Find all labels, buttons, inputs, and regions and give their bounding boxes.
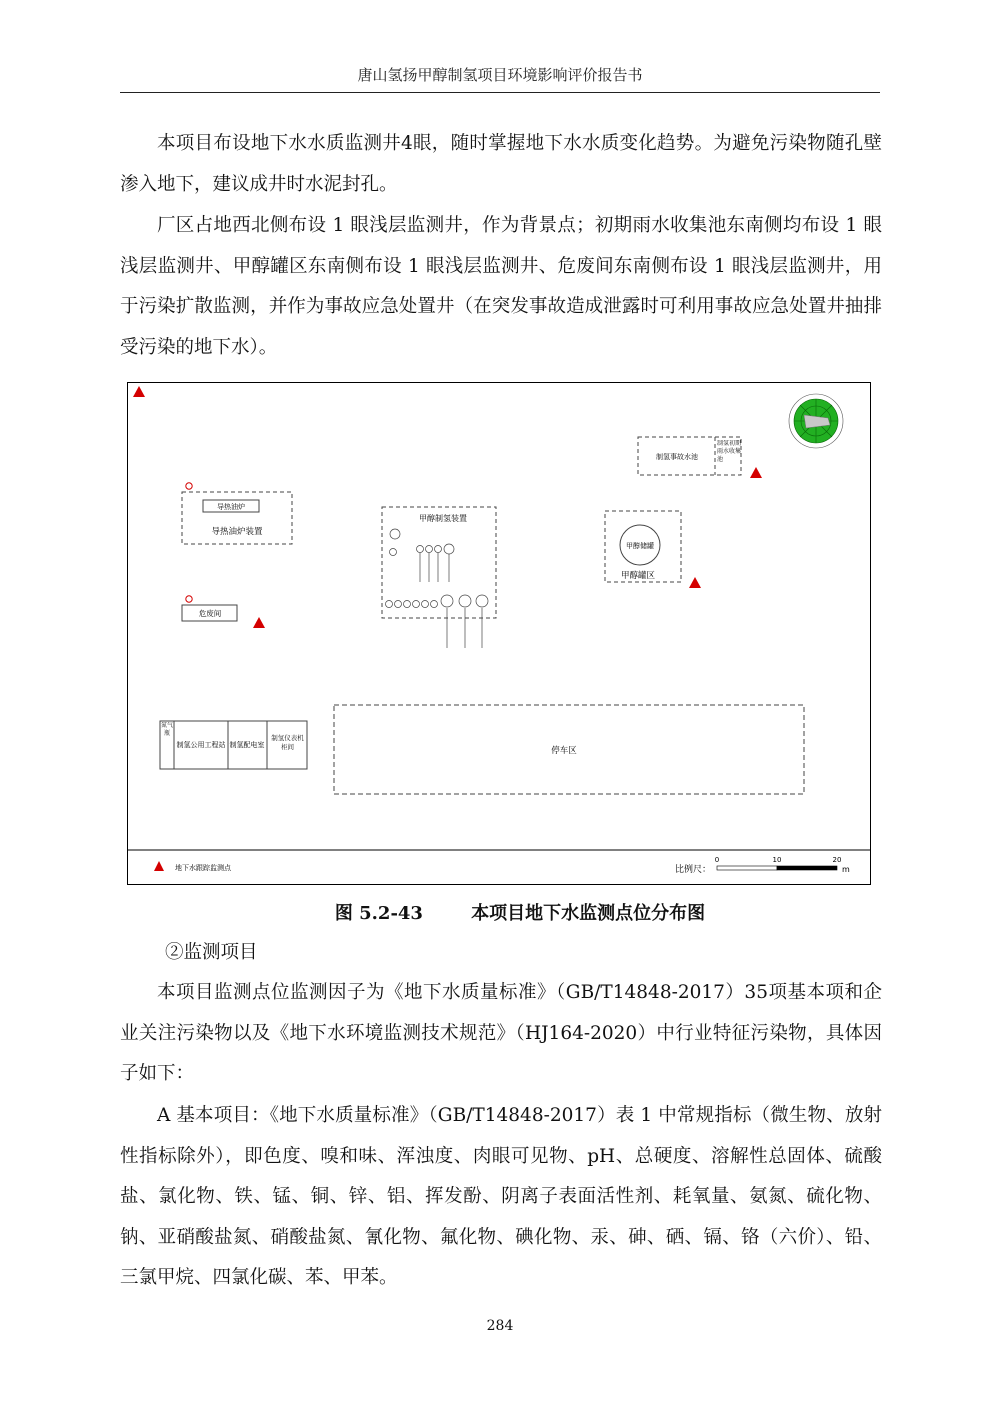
scale-tick-10: 10 <box>772 856 782 864</box>
hazwaste-label: 危废间 <box>198 609 222 618</box>
rain-pool-right-label: 制氢初期雨水收集池 <box>717 440 741 463</box>
legend-label: 地下水跟踪监测点 <box>175 864 231 872</box>
paragraph-basic-items: A 基本项目：《地下水质量标准》（GB/T14848-2017）表 1 中常规指标（微生物、放射性指标除外），即色度、嗅和味、浑浊度、肉眼可见物、pH、总硬度、溶解性总固体、硫酸盐、氯化物、铁、锰、铜、锌、铝、挥发酚、阴离子表面活性剂、耗氧量、氨氮、硫化物、钠、亚硝酸盐氮、硝酸盐氮、氰化物、氟化物、碘化物、汞、砷、硒、镉、铬（六价）、铅、三氯甲烷、四氯化碳、苯、甲苯。 <box>120 1105 882 1288</box>
page-header: 唐山氢扬甲醇制氢项目环境影响评价报告书 <box>357 66 643 84</box>
parking-label: 停车区 <box>551 746 577 756</box>
paragraph-well-locations: 厂区占地西北侧布设 1 眼浅层监测井，作为背景点；初期雨水收集池东南侧均布设 1 眼浅层监测井、甲醇罐区东南侧布设 1 眼浅层监测井、危废间东南侧布设 1 眼浅层监测井，用于污染扩散监测，并作为事故应急处置井（在突发事故造成泄露时可利用事故应急处置井抽排受污染的地下水）。 <box>120 215 882 358</box>
figure-frame <box>128 383 871 885</box>
tank-area-label: 甲醇罐区 <box>620 571 656 581</box>
scale-unit: m <box>842 865 850 874</box>
page-number: 284 <box>486 1318 514 1334</box>
figure-caption <box>0 899 1000 925</box>
figure-caption-title: 本项目地下水监测点位分布图 <box>471 903 706 924</box>
site-layout-figure <box>127 382 871 885</box>
compass-rose-icon <box>789 394 843 448</box>
tank-name-label: 甲醇储罐 <box>626 542 654 550</box>
public-works-label: 制氢公用工程站 <box>176 741 226 749</box>
scale-label: 比例尺： <box>675 865 712 875</box>
methanol-unit-label: 甲醇制氢装置 <box>419 514 467 523</box>
power-room-label: 制氢配电室 <box>229 741 265 749</box>
scale-tick-20: 20 <box>832 856 842 864</box>
boiler-area-label: 导热油炉装置 <box>211 527 263 537</box>
boiler-label: 导热油炉 <box>217 503 245 511</box>
figure-caption-number: 图 5.2-43 <box>334 903 423 924</box>
instrument-room-label: 制氢仪表机柜间 <box>271 734 304 751</box>
section-subhead: ②监测项目 <box>165 942 258 963</box>
rain-pool-left-label: 制氢事故水池 <box>656 453 698 461</box>
scale-tick-0: 0 <box>714 856 720 864</box>
nitrogen-label: 氮气瓶 <box>160 722 173 737</box>
scale-bar <box>717 866 837 870</box>
paragraph-monitoring-factors: 本项目监测点位监测因子为《地下水质量标准》（GB/T14848-2017）35项基本项和企业关注污染物以及《地下水环境监测技术规范》（HJ164-2020）中行业特征污染物，具体因子如下： <box>120 982 882 1084</box>
header-rule <box>120 92 880 93</box>
paragraph-wells: 本项目布设地下水水质监测井4眼，随时掌握地下水水质变化趋势。为避免污染物随孔壁渗入地下，建议成井时水泥封孔。 <box>120 133 882 195</box>
